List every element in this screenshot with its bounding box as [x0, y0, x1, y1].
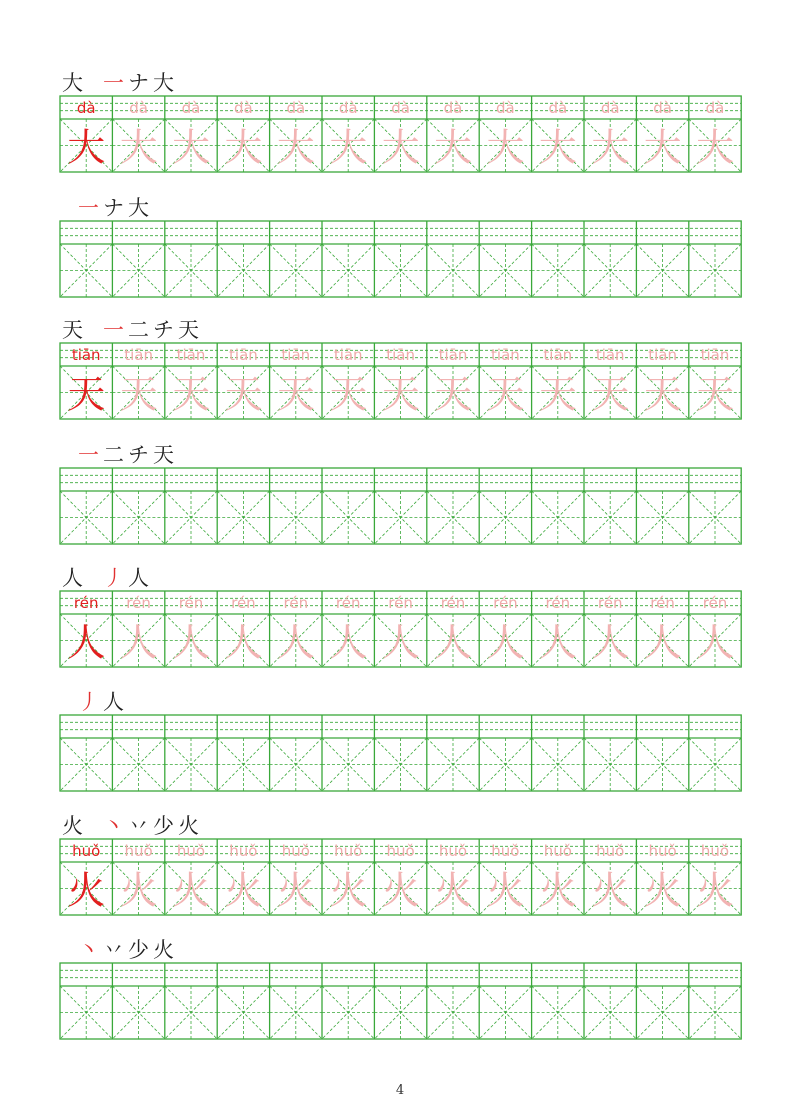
practice-grid-svg[interactable]: [59, 220, 742, 299]
pinyin-trace: rén: [388, 594, 413, 612]
trace-character[interactable]: 火: [643, 868, 682, 913]
pinyin-trace: dà: [286, 99, 306, 117]
pinyin-trace: tiān: [595, 346, 625, 364]
pinyin-trace: tiān: [124, 346, 153, 364]
pinyin-trace: tiān: [648, 346, 677, 364]
pinyin-trace: huǒ: [229, 842, 258, 860]
practice-grid-svg[interactable]: [59, 838, 742, 917]
trace-character[interactable]: 天: [224, 372, 263, 417]
stroke-step: ナ: [103, 196, 124, 220]
stroke-step: 少: [153, 814, 174, 838]
trace-character[interactable]: 人: [643, 620, 682, 665]
trace-character[interactable]: 人: [433, 620, 473, 665]
pinyin-trace: rén: [335, 594, 361, 612]
trace-character[interactable]: 天: [276, 372, 315, 417]
pinyin-trace: tiān: [386, 346, 415, 364]
pinyin-trace: rén: [650, 594, 675, 612]
practice-grid-svg[interactable]: [59, 95, 742, 174]
pinyin-trace: rén: [702, 594, 728, 612]
trace-character[interactable]: 火: [486, 868, 525, 913]
pinyin-trace: huǒ: [334, 842, 363, 860]
stroke-step: 火: [178, 814, 199, 838]
pinyin-trace: huǒ: [176, 842, 206, 860]
stroke-step: 天: [178, 318, 199, 342]
trace-character[interactable]: 天: [695, 372, 735, 417]
trace-character[interactable]: 火: [433, 868, 473, 913]
pinyin-main: dà: [76, 99, 96, 117]
stroke-step: 二: [103, 443, 124, 467]
tianzige-grid[interactable]: [59, 220, 740, 299]
pinyin-trace: tiān: [438, 346, 468, 364]
stroke-step: 大: [153, 71, 174, 95]
pinyin-trace: tiān: [176, 346, 206, 364]
trace-character[interactable]: 天: [171, 372, 211, 417]
trace-character[interactable]: 人: [538, 620, 577, 665]
trace-character[interactable]: 天: [329, 372, 368, 417]
trace-character[interactable]: 人: [224, 620, 263, 665]
stroke-step: 大: [128, 196, 149, 220]
tianzige-grid[interactable]: [59, 962, 740, 1041]
trace-character[interactable]: 人: [591, 620, 630, 665]
trace-character[interactable]: 大: [695, 125, 735, 170]
pinyin-trace: tiān: [333, 346, 363, 364]
practice-grid-svg[interactable]: [59, 342, 742, 421]
stroke-step: 丶: [103, 814, 124, 838]
stroke-step: 一: [78, 196, 99, 220]
trace-character[interactable]: 火: [695, 868, 735, 913]
trace-character[interactable]: 大: [224, 125, 263, 170]
pinyin-trace: dà: [653, 99, 672, 117]
pinyin-main: rén: [73, 594, 99, 612]
pinyin-trace: rén: [597, 594, 623, 612]
trace-character[interactable]: 天: [119, 372, 158, 417]
pinyin-trace: rén: [231, 594, 256, 612]
pinyin-trace: rén: [493, 594, 518, 612]
pinyin-trace: huǒ: [596, 842, 625, 860]
tianzige-grid[interactable]: [59, 838, 740, 917]
stroke-step: 少: [128, 938, 149, 962]
trace-character[interactable]: 火: [329, 868, 368, 913]
stroke-step: 二: [128, 318, 149, 342]
trace-character[interactable]: 大: [276, 125, 315, 170]
trace-character[interactable]: 大: [329, 125, 368, 170]
trace-character[interactable]: 大: [591, 125, 630, 170]
trace-character[interactable]: 火: [224, 868, 263, 913]
pinyin-trace: huǒ: [281, 842, 310, 860]
pinyin-trace: dà: [600, 99, 620, 117]
pinyin-trace: huǒ: [543, 842, 572, 860]
stroke-order-header: [78, 937, 178, 963]
tianzige-grid[interactable]: [59, 467, 740, 546]
trace-character[interactable]: 大: [381, 125, 420, 170]
pinyin-trace: rén: [545, 594, 571, 612]
stroke-step: チ: [153, 318, 174, 342]
trace-character[interactable]: 天: [433, 372, 473, 417]
pinyin-trace: dà: [391, 99, 410, 117]
stroke-step: 一: [78, 443, 99, 467]
pinyin-trace: tiān: [700, 346, 730, 364]
pinyin-trace: tiān: [229, 346, 258, 364]
stroke-step: 人: [128, 566, 149, 590]
trace-character[interactable]: 火: [171, 868, 211, 913]
trace-character[interactable]: 人: [486, 620, 525, 665]
stroke-step: 丿: [78, 690, 99, 714]
stroke-order-header: [78, 442, 178, 468]
trace-character[interactable]: 天: [591, 372, 630, 417]
pinyin-trace: tiān: [543, 346, 573, 364]
trace-character[interactable]: 天: [538, 372, 577, 417]
trace-character[interactable]: 人: [329, 620, 368, 665]
stroke-order-header: [62, 565, 153, 591]
stroke-step: 火: [153, 938, 174, 962]
pinyin-trace: dà: [234, 99, 253, 117]
practice-grid-svg[interactable]: [59, 962, 742, 1041]
header-character: 人: [62, 566, 83, 590]
stroke-order-header: [78, 689, 128, 715]
stroke-order-header: [78, 195, 153, 221]
pinyin-main: tiān: [71, 346, 101, 364]
pinyin-trace: dà: [496, 99, 515, 117]
model-character: 人: [67, 620, 106, 665]
trace-character[interactable]: 人: [276, 620, 315, 665]
pinyin-trace: huǒ: [124, 842, 153, 860]
stroke-step: チ: [128, 443, 149, 467]
stroke-step: 丶: [78, 938, 99, 962]
trace-character[interactable]: 大: [538, 125, 577, 170]
pinyin-trace: dà: [443, 99, 463, 117]
page-number: 4: [395, 1083, 405, 1098]
trace-character[interactable]: 天: [381, 372, 420, 417]
pinyin-trace: huǒ: [386, 842, 415, 860]
stroke-step: ナ: [128, 71, 149, 95]
pinyin-trace: huǒ: [700, 842, 730, 860]
trace-character[interactable]: 大: [119, 125, 158, 170]
stroke-step: 一: [103, 71, 124, 95]
tianzige-grid[interactable]: [59, 342, 740, 421]
pinyin-trace: dà: [129, 99, 148, 117]
model-character: 天: [67, 372, 106, 417]
header-character: 天: [62, 318, 83, 342]
trace-character[interactable]: 天: [643, 372, 682, 417]
stroke-step: 人: [103, 690, 124, 714]
stroke-order-header: [62, 317, 203, 343]
pinyin-trace: huǒ: [438, 842, 468, 860]
pinyin-trace: huǒ: [491, 842, 520, 860]
practice-grid-svg[interactable]: [59, 467, 742, 546]
trace-character[interactable]: 大: [486, 125, 525, 170]
stroke-step: 丷: [128, 814, 149, 838]
trace-character[interactable]: 大: [171, 125, 211, 170]
tianzige-grid[interactable]: [59, 714, 740, 793]
pinyin-trace: dà: [181, 99, 201, 117]
stroke-step: 天: [153, 443, 174, 467]
header-character: 大: [62, 71, 83, 95]
trace-character[interactable]: 火: [381, 868, 420, 913]
trace-character[interactable]: 大: [433, 125, 473, 170]
pinyin-trace: dà: [548, 99, 568, 117]
pinyin-trace: rén: [283, 594, 309, 612]
pinyin-trace: rén: [440, 594, 466, 612]
stroke-order-header: [62, 813, 203, 839]
stroke-step: 丷: [103, 938, 124, 962]
trace-character[interactable]: 火: [276, 868, 315, 913]
model-character: 火: [67, 868, 106, 913]
pinyin-trace: dà: [338, 99, 358, 117]
trace-character[interactable]: 天: [486, 372, 525, 417]
trace-character[interactable]: 人: [695, 620, 735, 665]
header-character: 火: [62, 814, 83, 838]
trace-character[interactable]: 火: [119, 868, 158, 913]
tianzige-grid[interactable]: [59, 95, 740, 174]
trace-character[interactable]: 人: [119, 620, 158, 665]
trace-character[interactable]: 火: [591, 868, 630, 913]
trace-character[interactable]: 大: [643, 125, 682, 170]
pinyin-trace: tiān: [491, 346, 520, 364]
pinyin-trace: dà: [705, 99, 725, 117]
tianzige-grid[interactable]: [59, 590, 740, 669]
stroke-step: 丿: [103, 566, 124, 590]
pinyin-trace: rén: [178, 594, 204, 612]
stroke-step: 一: [103, 318, 124, 342]
trace-character[interactable]: 人: [381, 620, 420, 665]
trace-character[interactable]: 火: [538, 868, 577, 913]
trace-character[interactable]: 人: [171, 620, 211, 665]
pinyin-main: huǒ: [72, 842, 101, 860]
practice-grid-svg[interactable]: [59, 590, 742, 669]
model-character: 大: [67, 125, 106, 170]
practice-grid-svg[interactable]: [59, 714, 742, 793]
pinyin-trace: tiān: [281, 346, 311, 364]
pinyin-trace: rén: [126, 594, 151, 612]
stroke-order-header: [62, 70, 178, 96]
pinyin-trace: huǒ: [648, 842, 677, 860]
